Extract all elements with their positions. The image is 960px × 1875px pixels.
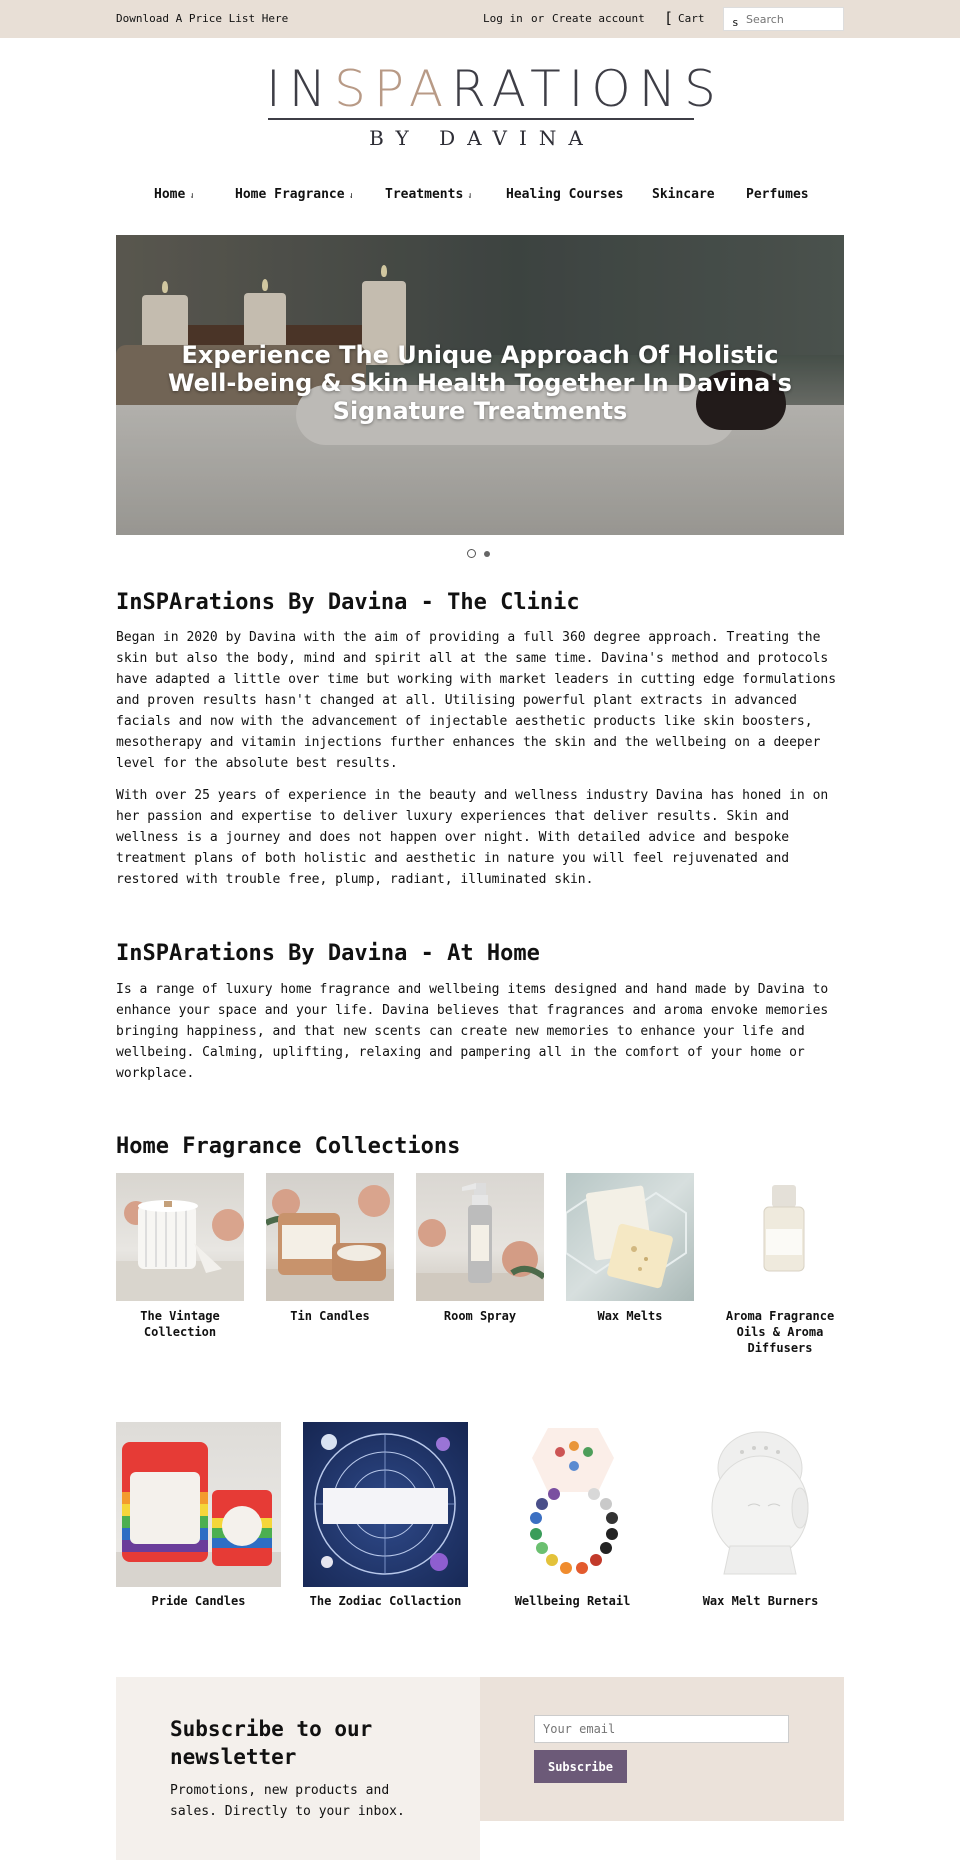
logo-wordmark: INSPARATIONS (266, 60, 724, 118)
logo-subtitle: BY DAVINA (369, 126, 595, 150)
nav-item-skincare[interactable]: Skincare (652, 187, 715, 202)
collection-image (116, 1422, 281, 1587)
collection-label: Wellbeing Retail (514, 1594, 631, 1608)
site-logo[interactable] (262, 60, 724, 158)
or-text: or (531, 12, 545, 25)
main-nav (0, 187, 960, 209)
nav-item-home[interactable]: Home ⇃ (154, 187, 195, 202)
collection-image (566, 1173, 694, 1301)
download-price-list-link[interactable]: Download A Price List Here (116, 12, 289, 25)
nav-item-treatments[interactable]: Treatments ⇃ (385, 187, 473, 202)
collection-room-spray[interactable] (416, 1173, 544, 1363)
collection-image (490, 1422, 655, 1587)
collections-title: Home Fragrance Collections (116, 1134, 461, 1159)
chevron-down-icon: ⇃ (189, 191, 195, 201)
home-paragraph: Is a range of luxury home fragrance and wellbeing items designed and hand made by Davina to enhance your space and your life. Davina believes that fragrances and aroma envoke memories bringing happiness, and that new scents can create new memories to enhance your life and wellbeing. Calming, uplifting, relaxing and pampering all in the comfort of your home or workplace. (116, 982, 829, 1081)
slide-dot-2[interactable] (484, 551, 490, 557)
top-bar (0, 0, 960, 38)
collection-image (678, 1422, 843, 1587)
search-input[interactable] (746, 11, 840, 27)
collection-label: Tin Candles (290, 1309, 370, 1323)
cart-link[interactable]: Cart (678, 12, 705, 25)
collection-image (303, 1422, 468, 1587)
nav-item-home-fragrance[interactable]: Home Fragrance ⇃ (235, 187, 354, 202)
collection-label: Aroma Fragrance Oils & Aroma Diffusers (725, 1309, 835, 1355)
hero-slideshow[interactable] (116, 235, 844, 535)
search-icon[interactable]: s (732, 16, 739, 29)
collection-label: The Zodiac Collaction (309, 1594, 462, 1608)
newsletter-info (116, 1677, 480, 1860)
newsletter-email-input[interactable] (534, 1715, 789, 1743)
collection-image (416, 1173, 544, 1301)
nav-item-healing-courses[interactable]: Healing Courses (506, 187, 624, 202)
collection-vintage[interactable] (116, 1173, 244, 1363)
collection-label: Room Spray (443, 1309, 517, 1323)
create-account-link[interactable]: Create account (552, 12, 645, 25)
home-title: InSPArations By Davina - At Home (116, 941, 540, 966)
collection-image (116, 1173, 244, 1301)
collection-wax-melts[interactable] (566, 1173, 694, 1363)
subscribe-button[interactable]: Subscribe (534, 1750, 627, 1783)
collection-label: Wax Melts (597, 1309, 663, 1323)
collection-wax-melt-burners[interactable] (678, 1422, 843, 1612)
collection-label: The Vintage Collection (140, 1309, 220, 1339)
login-link[interactable]: Log in (483, 12, 523, 25)
chevron-down-icon: ⇃ (348, 191, 354, 201)
newsletter-description: Promotions, new products and sales. Directly to your inbox. (170, 1783, 405, 1819)
collection-pride-candles[interactable] (116, 1422, 281, 1612)
collection-zodiac[interactable] (303, 1422, 468, 1612)
collection-aroma-oils[interactable] (716, 1173, 844, 1373)
slide-dot-1[interactable] (467, 549, 476, 558)
collection-label: Wax Melt Burners (702, 1594, 819, 1608)
clinic-paragraph-1: Began in 2020 by Davina with the aim of providing a full 360 degree approach. Treating the skin but also the body, mind and spirit all at the same time. Davina's method and protocols have adapted a little over time but working with market leaders in cutting edge formulations and proven results hasn't changed at all. Utilising powerful plant extracts in advanced facials and now with the advancement of injectable aesthetic products like skin boosters, mesotherapy and vitamin injections further enhances the skin and the wellbeing on a deeper level for the absolute best results. (116, 630, 837, 771)
newsletter-form (480, 1677, 844, 1821)
cart-icon[interactable]: [ (664, 9, 674, 27)
collection-image (716, 1173, 844, 1301)
chevron-down-icon: ⇃ (467, 191, 473, 201)
clinic-title: InSPArations By Davina - The Clinic (116, 590, 580, 615)
collection-tin-candles[interactable] (266, 1173, 394, 1363)
hero-caption: Experience The Unique Approach Of Holistic Well-being & Skin Health Together In Davina's Signature Treatments (168, 341, 792, 425)
collection-wellbeing-retail[interactable] (490, 1422, 655, 1612)
collection-image (266, 1173, 394, 1301)
logo-rule (268, 118, 694, 120)
search-box[interactable] (723, 7, 844, 31)
collection-label: Pride Candles (151, 1594, 246, 1608)
newsletter-title: Subscribe to our newsletter (170, 1717, 373, 1769)
clinic-paragraph-2: With over 25 years of experience in the beauty and wellness industry Davina has honed in on her passion and expertise to deliver luxury experiences that deliver results. Skin and wellness is a journey and does not happen over night. With detailed advice and bespoke treatment plans of both holistic and aesthetic in nature you will feel rejuvenated and restored with trouble free, plump, radiant, illuminated skin. (116, 788, 829, 887)
nav-item-perfumes[interactable]: Perfumes (746, 187, 809, 202)
